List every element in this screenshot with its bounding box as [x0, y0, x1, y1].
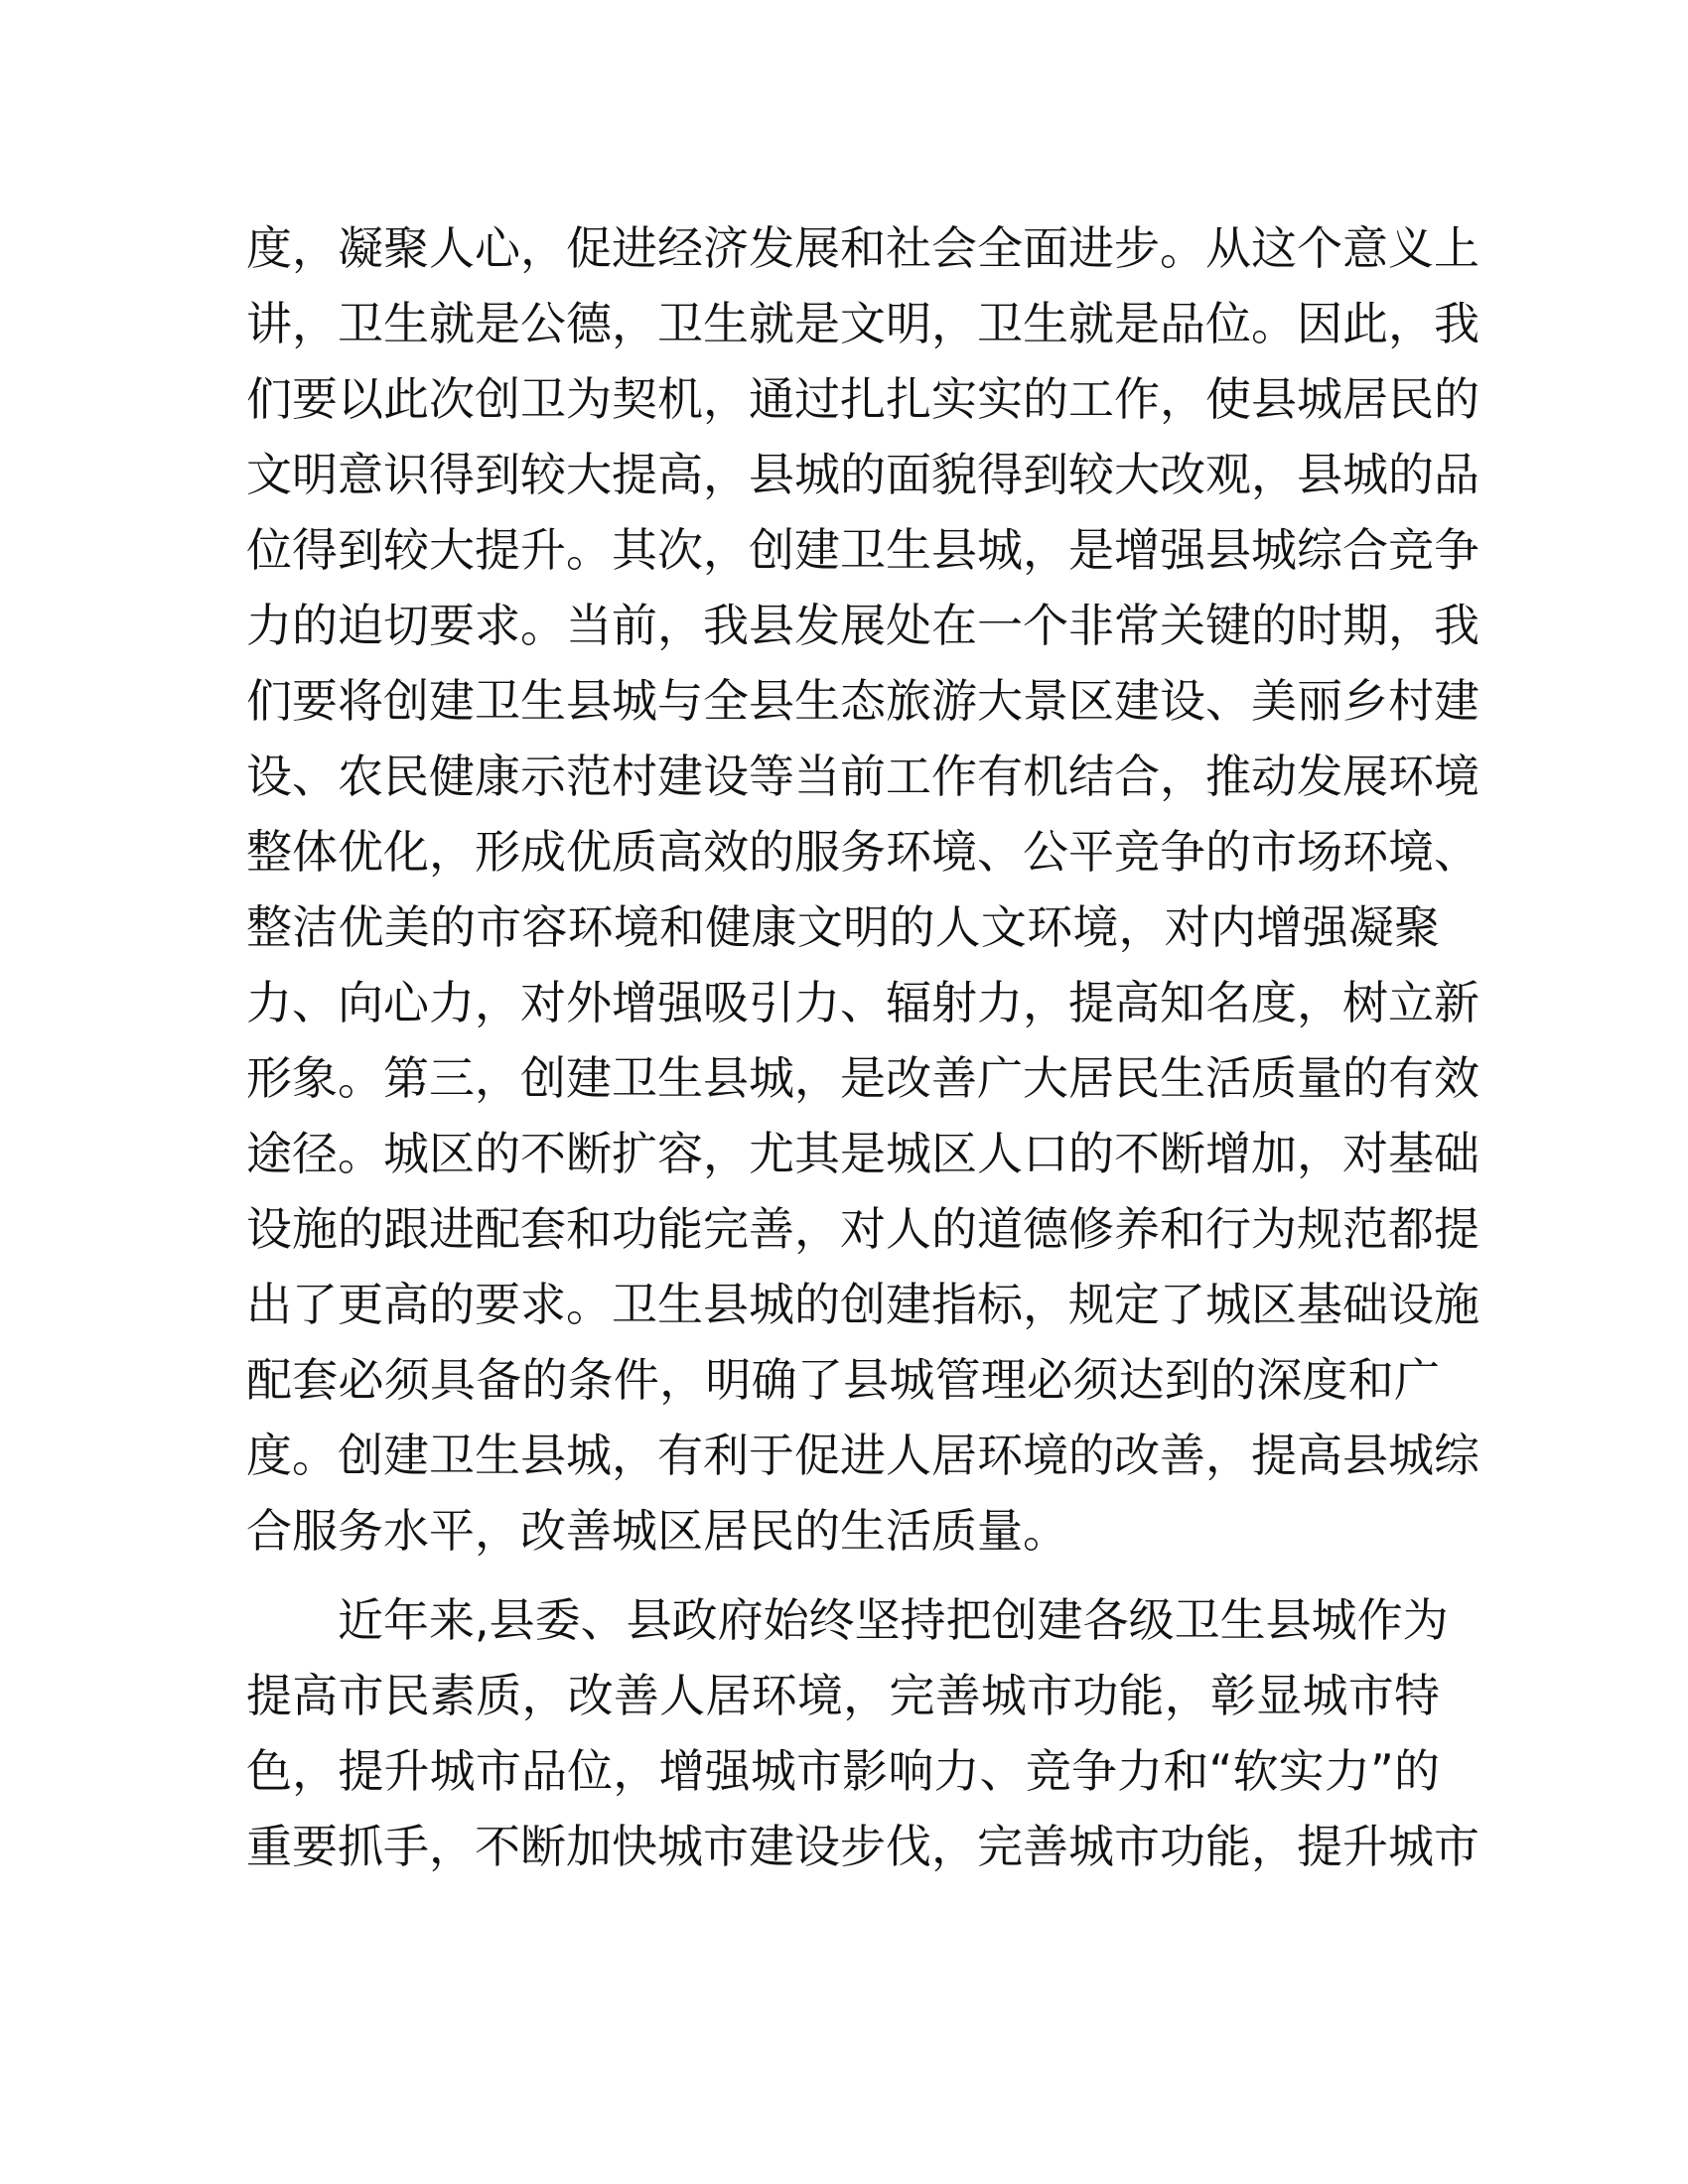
text-line: 近年来,县委、县政府始终坚持把创建各级卫生县城作为	[338, 1593, 1449, 1647]
text-line: 度，凝聚人心，促进经济发展和社会全面进步。从这个意义上	[246, 221, 1479, 275]
text-line: 重要抓手，不断加快城市建设步伐，完善城市功能，提升城市	[246, 1820, 1479, 1873]
text-line: 度。创建卫生县城，有利于促进人居环境的改善，提高县城综	[246, 1429, 1479, 1482]
paragraph-2	[246, 1582, 1479, 1884]
text-line: 整洁优美的市容环境和健康文明的人文环境，对内增强凝聚	[246, 900, 1440, 954]
text-line: 们要以此次创卫为契机，通过扎扎实实的工作，使县城居民的	[246, 372, 1479, 426]
text-line: 色，提升城市品位，增强城市影响力、竞争力和“软实力”的	[246, 1744, 1440, 1798]
text-line: 整体优化，形成优质高效的服务环境、公平竞争的市场环境、	[246, 825, 1479, 879]
text-line: 文明意识得到较大提高，县城的面貌得到较大改观，县城的品	[246, 448, 1479, 501]
paragraph-1	[246, 210, 1479, 1569]
text-line: 位得到较大提升。其次，创建卫生县城，是增强县城综合竞争	[246, 523, 1479, 577]
text-line: 形象。第三，创建卫生县城，是改善广大居民生活质量的有效	[246, 1051, 1479, 1105]
text-line: 们要将创建卫生县城与全县生态旅游大景区建设、美丽乡村建	[246, 674, 1479, 728]
text-line: 提高市民素质，改善人居环境，完善城市功能，彰显城市特	[246, 1669, 1440, 1722]
document-body	[246, 210, 1479, 1884]
text-line: 配套必须具备的条件，明确了县城管理必须达到的深度和广	[246, 1353, 1440, 1407]
text-line: 合服务水平，改善城区居民的生活质量。	[246, 1504, 1068, 1558]
text-line: 设施的跟进配套和功能完善，对人的道德修养和行为规范都提	[246, 1202, 1479, 1256]
text-line: 讲，卫生就是公德，卫生就是文明，卫生就是品位。因此，我	[246, 297, 1479, 350]
text-line: 力的迫切要求。当前，我县发展处在一个非常关键的时期，我	[246, 599, 1479, 652]
text-line: 设、农民健康示范村建设等当前工作有机结合，推动发展环境	[246, 750, 1479, 803]
text-line: 力、向心力，对外增强吸引力、辐射力，提高知名度，树立新	[246, 976, 1479, 1029]
paragraph-spacer	[246, 1569, 1440, 1582]
text-line: 途径。城区的不断扩容，尤其是城区人口的不断增加，对基础	[246, 1127, 1479, 1180]
text-line: 出了更高的要求。卫生县城的创建指标，规定了城区基础设施	[246, 1278, 1479, 1331]
